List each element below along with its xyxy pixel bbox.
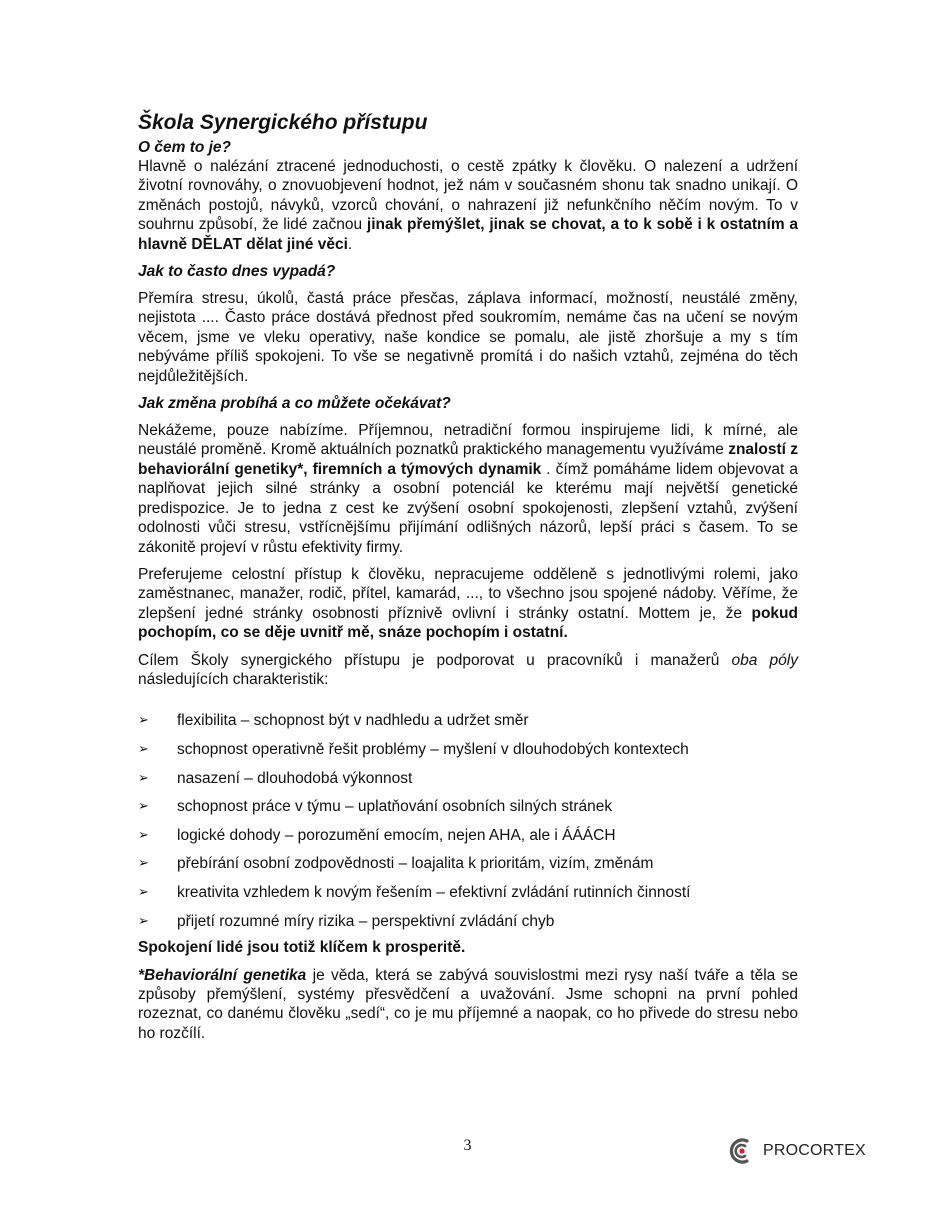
text-run: Hlavně o nalézání ztracené jednoduchosti, o cestě zpátky k člověku. O nalezení a udržení životní rovnováhy, o znovuobjevení hodnot, jež nám v současném shonu tak snadno unikají. O změnách postojů, návyků, vzorců chování, o nahrazení již nefunkčního něčím novým. To v souhrnu způsobí, že lidé začnou xyxy=(138,158,798,234)
text-run: Preferujeme celostní přístup k člověku, nepracujeme odděleně s jednotlivými rolemi, jako zaměstnanec, manažer, rodič, přítel, kamarád, ..., to všechno jsou spojené nádoby. Věříme, že zlepšení jedné stránky osobnosti příznivě ovlivní i stránky ostatní. Mottem je, že xyxy=(138,565,798,622)
bold-run: jinak přemýšlet, jinak se chovat, a to k sobě i k ostatním a hlavně DĚLAT dělat jiné věci xyxy=(138,216,798,253)
logo-wordmark xyxy=(763,1142,866,1160)
logo-text-part: CORTEX xyxy=(798,1142,866,1159)
bold-run: Spokojení lidé jsou totiž klíčem k prosperitě. xyxy=(138,939,466,957)
footnote-text: je věda, která se zabývá souvislostmi mezi rysy naší tváře a těla se způsoby přemýšlení, systémy přesvědčení a uvažování. Jsme schopni na první pohled rozeznat, co danému člověku „sedí“, co je mu příjemné a naopak, co ho přivede do stresu nebo ho rozčílí. xyxy=(138,966,798,1042)
footnote xyxy=(138,966,798,1044)
arrow-bullet-icon: ➢ xyxy=(138,827,149,843)
procortex-logo-icon xyxy=(727,1135,757,1167)
list-item-text: logické dohody – porozumění emocím, nejen AHA, ale i ÁÁÁCH xyxy=(177,826,616,844)
paragraph-what xyxy=(138,157,798,254)
text-run: . čímž pomáháme lidem objevovat a naplňovat jejich silné stránky a osobní potenciál ke kterému mají největší genetické predispozice. Je to jedna z cest ke zvýšení osobní spokojenosti, zlepšení vztahů, zvýšení odolnosti vůči stresu, vstřícnějšímu přijímání odlišných názorů, lepší práci s časem. To se zákonitě projeví v růstu efektivity firmy. xyxy=(138,460,798,556)
paragraph-change-3 xyxy=(138,651,798,690)
list-item xyxy=(138,912,798,931)
list-item-text: přijetí rozumné míry rizika – perspektivní zvládání chyb xyxy=(177,912,555,930)
paragraph-change-1 xyxy=(138,421,798,557)
arrow-bullet-icon: ➢ xyxy=(138,770,149,786)
logo-text-part: PRO xyxy=(763,1142,799,1159)
characteristics-list xyxy=(138,711,798,930)
arrow-bullet-icon: ➢ xyxy=(138,741,149,757)
list-item-text: nasazení – dlouhodobá výkonnost xyxy=(177,769,413,787)
document-page xyxy=(138,110,798,1043)
section-heading-today: Jak to často dnes vypadá? xyxy=(138,263,336,281)
arrow-bullet-icon: ➢ xyxy=(138,913,149,929)
footnote-term: *Behaviorální genetika xyxy=(138,966,307,984)
list-item-text: schopnost operativně řešit problémy – myšlení v dlouhodobých kontextech xyxy=(177,740,689,758)
paragraph-change-2 xyxy=(138,565,798,643)
list-item xyxy=(138,711,798,730)
italic-run: oba póly xyxy=(731,651,798,669)
section-heading-change: Jak změna probíhá a co můžete očekávat? xyxy=(138,395,451,413)
list-item-text: schopnost práce v týmu – uplatňování osobních silných stránek xyxy=(177,798,613,816)
list-item xyxy=(138,883,798,902)
section-heading-what: O čem to je? xyxy=(138,139,232,156)
list-item xyxy=(138,826,798,845)
arrow-bullet-icon: ➢ xyxy=(138,799,149,815)
list-item-text: přebírání osobní zodpovědnosti – loajalita k prioritám, vizím, změnám xyxy=(177,855,654,873)
procortex-logo xyxy=(727,1135,866,1167)
list-item-text: kreativita vzhledem k novým řešením – efektivní zvládání rutinních činností xyxy=(177,883,691,901)
list-item xyxy=(138,854,798,873)
page-title: Škola Synergického přístupu xyxy=(138,111,428,134)
list-item xyxy=(138,797,798,816)
paragraph-today: Přemíra stresu, úkolů, častá práce přesčas, záplava informací, možností, neustálé změny, nejistota .... Často práce dostává přednost před soukromím, nemáme čas na učení se novým věcem, jsme ve vleku operativy, naše kondice se pomalu, ale jistě zhoršuje a my s tím nebýváme příliš spokojeni. To vše se negativně promítá i do našich vztahů, zejména do těch nejdůležitějších. xyxy=(138,290,798,385)
text-run: Cílem Školy synergického přístupu je podporovat u pracovníků i manažerů xyxy=(138,651,732,669)
page-number: 3 xyxy=(463,1137,472,1154)
bold-run: znalostí z behaviorální genetiky*, firemních a týmových dynamik xyxy=(138,441,798,478)
bold-run: pokud pochopím, co se děje uvnitř mě, snáze pochopím i ostatní. xyxy=(138,604,798,642)
text-run: Nekážeme, pouze nabízíme. Příjemnou, netradiční formou inspirujeme lidi, k mírné, ale neustálé proměně. Kromě aktuálních poznatků praktického managementu využíváme xyxy=(138,422,798,459)
arrow-bullet-icon: ➢ xyxy=(138,884,149,900)
arrow-bullet-icon: ➢ xyxy=(138,856,149,872)
list-item xyxy=(138,740,798,759)
arrow-bullet-icon: ➢ xyxy=(138,713,149,729)
text-run: . xyxy=(347,235,353,253)
list-item xyxy=(138,769,798,788)
list-item-text: flexibilita – schopnost být v nadhledu a udržet směr xyxy=(177,712,529,730)
closing-statement xyxy=(138,938,798,957)
text-run: následujících charakteristik: xyxy=(138,670,329,688)
